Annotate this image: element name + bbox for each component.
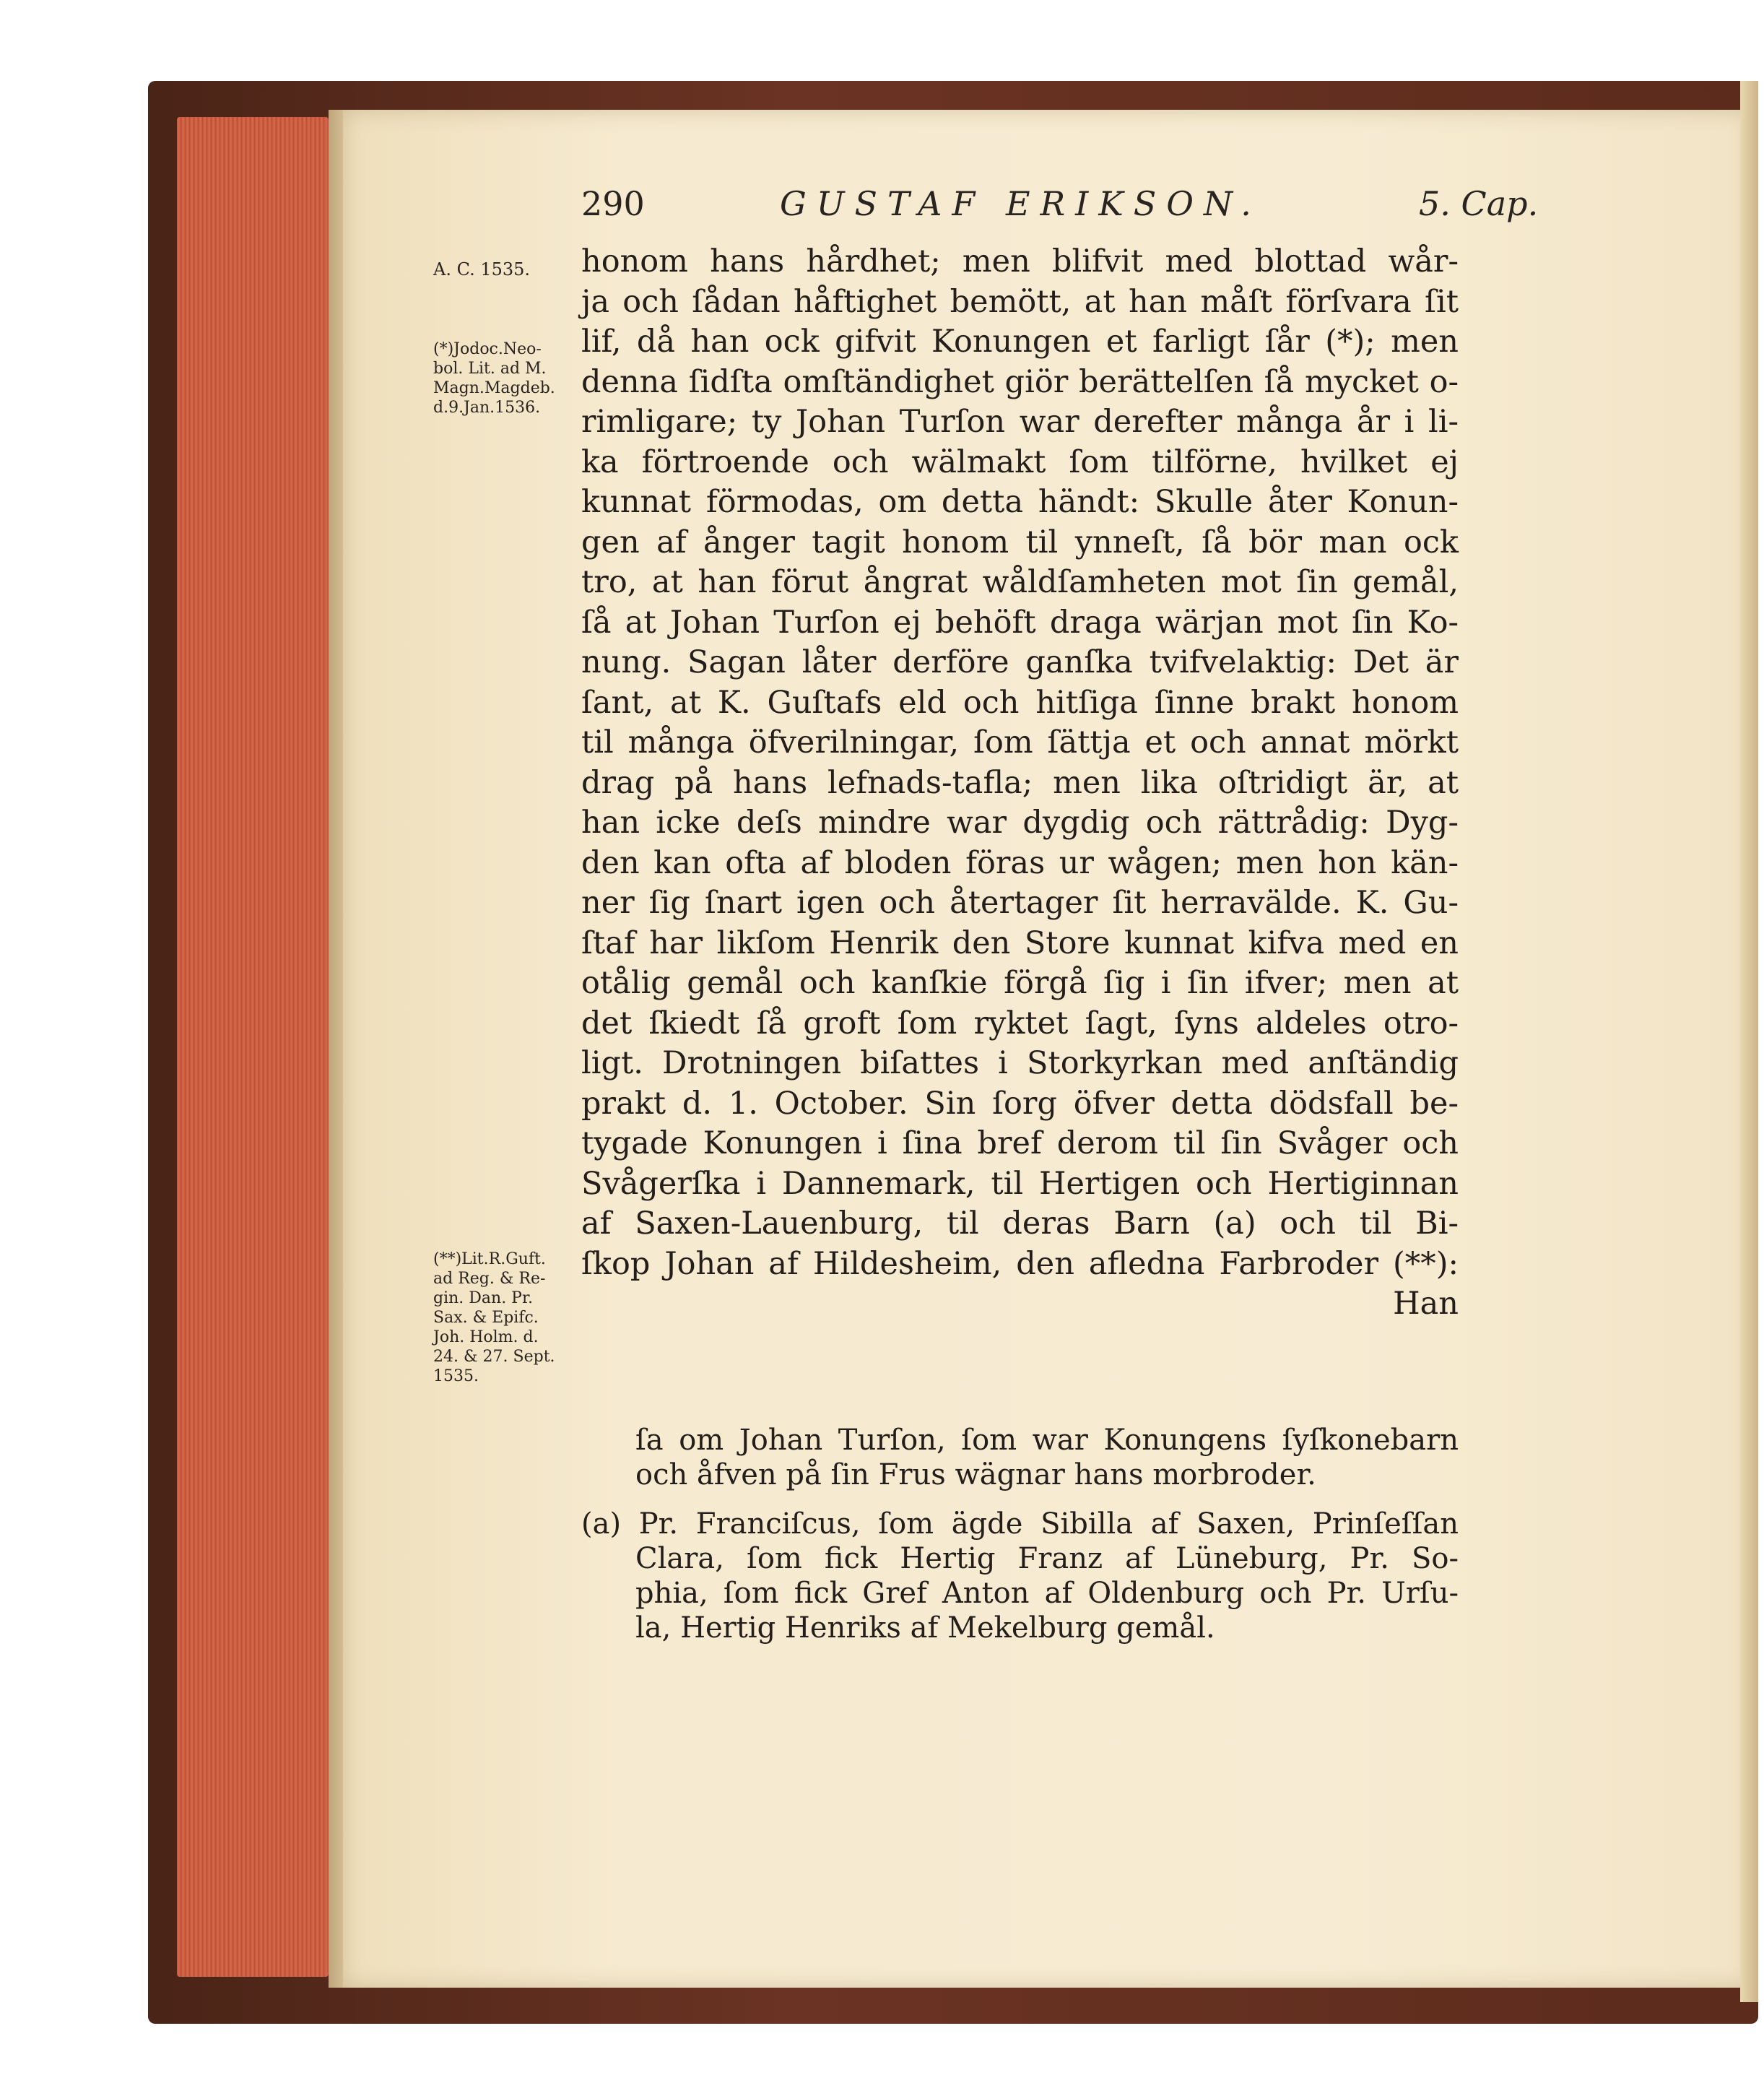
margin-note-line: gin. Dan. Pr. xyxy=(433,1289,534,1307)
text-line: ja och ſådan håftighet bemött, at han måſt förſvara ſit xyxy=(581,283,1459,320)
margin-note-line: Sax. & Epifc. xyxy=(433,1309,539,1327)
footnote-a xyxy=(581,1507,1459,1645)
text-line: ner ſig ſnart igen och återtager ſit herravälde. K. Gu- xyxy=(581,885,1459,921)
body-text xyxy=(581,242,1459,1325)
text-line: tygade Konungen i ſina bref derom til ſin Svåger och xyxy=(581,1125,1459,1161)
margin-note-line: ad Reg. & Re- xyxy=(433,1270,546,1288)
catchword: Han xyxy=(1393,1286,1459,1322)
footnote-line: Clara, ſom fick Hertig Franz af Lüneburg, Pr. So- xyxy=(635,1542,1459,1575)
text-line: det ſkiedt ſå groft ſom ryktet ſagt, ſyns aldeles otro- xyxy=(581,1005,1459,1041)
margin-note-line: 24. & 27. Sept. xyxy=(433,1348,555,1366)
right-leaf xyxy=(1740,81,1758,2002)
footnote-line: la, Hertig Henriks af Mekelburg gemål. xyxy=(635,1611,1215,1645)
text-line: rimligare; ty Johan Turſon war derefter många år i li- xyxy=(581,404,1459,440)
text-line: otålig gemål och kanſkie förgå ſig i ſin ifver; men at xyxy=(581,965,1459,1001)
margin-note-line: Magn.Magdeb. xyxy=(433,379,555,397)
text-line: denna ſidſta omſtändighet giör berättelſen ſå mycket o- xyxy=(581,363,1459,400)
footnote-line: och åfven på ſin Frus wägnar hans morbroder. xyxy=(635,1458,1316,1491)
text-line: gen af ånger tagit honom til ynneſt, ſå bör man ock xyxy=(581,524,1459,560)
text-line: kunnat förmodas, om detta händt: Skulle åter Konun- xyxy=(581,484,1459,520)
margin-note-line: (*)Jodoc.Neo- xyxy=(433,340,542,358)
text-line: ka förtroende och wälmakt ſom tilförne, hvilket ej xyxy=(581,443,1459,480)
margin-note-line: 1535. xyxy=(433,1367,479,1385)
text-line: ſå at Johan Turſon ej behöft draga wärjan mot ſin Ko- xyxy=(581,604,1459,641)
margin-note-line: bol. Lit. ad M. xyxy=(433,360,547,378)
margin-note-line: d.9.Jan.1536. xyxy=(433,399,541,417)
margin-note-line: (**)Lit.R.Guft. xyxy=(433,1250,546,1268)
text-line: af Saxen-Lauenburg, til deras Barn (a) och til Bi- xyxy=(581,1205,1459,1242)
text-line: ſtaf har likſom Henrik den Store kunnat kifva med en xyxy=(581,924,1459,961)
text-line: han icke deſs mindre war dygdig och rättrådig: Dyg- xyxy=(581,805,1459,841)
text-line: den kan ofta af bloden föras ur wågen; men hon kän- xyxy=(581,844,1459,881)
text-line: lif, då han ock gifvit Konungen et farligt ſår (*); men xyxy=(581,324,1459,360)
footnote-line: phia, ſom fick Gref Anton af Oldenburg och Pr. Urſu- xyxy=(635,1577,1459,1610)
footnote-line: (a) Pr. Franciſcus, ſom ägde Sibilla af Saxen, Prinſeſſan xyxy=(581,1507,1459,1541)
margin-note-2 xyxy=(433,1250,578,1386)
footnote-line: ſa om Johan Turſon, ſom war Konungens ſyſkonebarn xyxy=(635,1424,1459,1457)
text-line: ſkop Johan af Hildesheim, den afledna Farbroder (**): xyxy=(581,1245,1459,1282)
text-line: til många öfverilningar, ſom ſättja et och annat mörkt xyxy=(581,724,1459,761)
text-line: honom hans hårdhet; men blifvit med blottad wår- xyxy=(581,243,1459,280)
text-line: prakt d. 1. October. Sin ſorg öfver detta dödsfall be- xyxy=(581,1085,1459,1122)
footnote-star xyxy=(635,1423,1459,1492)
text-line: ſant, at K. Guſtafs eld och hitſiga ſinne brakt honom xyxy=(581,684,1459,721)
page-number: 290 xyxy=(581,184,645,223)
margin-year: A. C. 1535. xyxy=(433,259,531,280)
text-line: nung. Sagan låter derföre ganſka tvifvelaktig: Det är xyxy=(581,644,1459,680)
text-line: drag på hans lefnads-tafla; men lika oſtridigt är, at xyxy=(581,764,1459,801)
margin-note-line: Joh. Holm. d. xyxy=(433,1328,539,1346)
chapter-label: 5. Cap. xyxy=(1419,184,1539,223)
page-edges xyxy=(177,117,329,1977)
running-title: GUSTAF ERIKSON. xyxy=(780,184,1261,223)
text-line: Svågerſka i Dannemark, til Hertigen och Hertiginnan xyxy=(581,1165,1459,1202)
text-line: ligt. Drotningen biſattes i Storkyrkan med anſtändig xyxy=(581,1045,1459,1081)
margin-note-1 xyxy=(433,339,578,417)
text-line: tro, at han förut ångrat wåldſamheten mot ſin gemål, xyxy=(581,564,1459,600)
